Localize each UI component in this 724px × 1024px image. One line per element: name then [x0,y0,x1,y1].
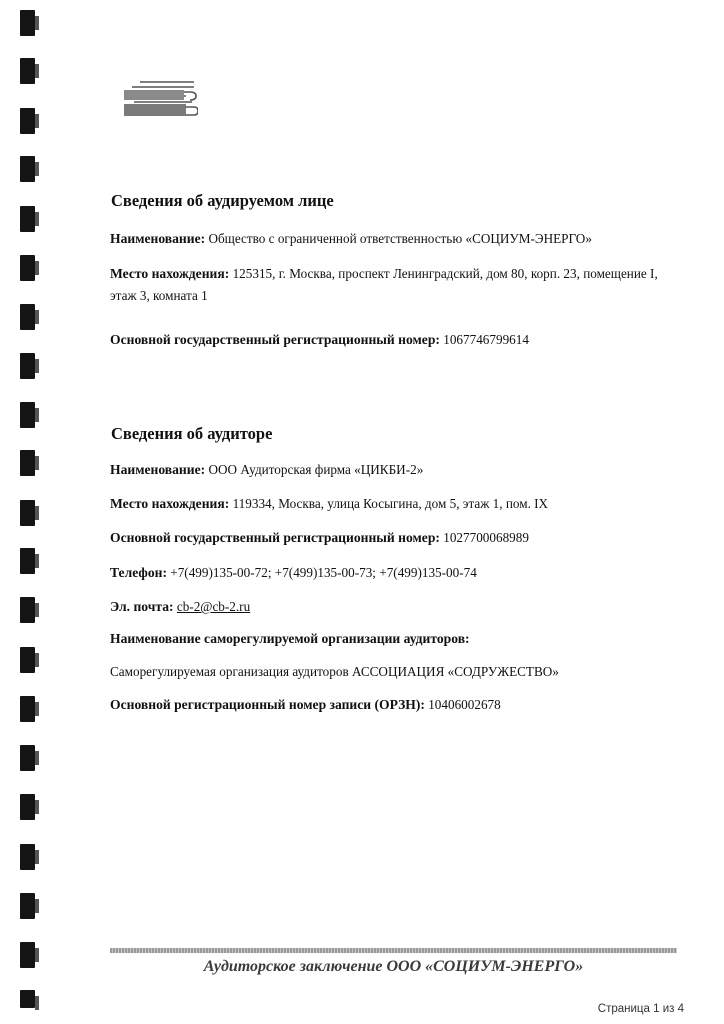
auditor-orzn-value: 10406002678 [428,697,501,712]
auditee-ogrn-row [110,332,529,348]
binding-holes [14,0,44,1024]
binding-hole [20,500,35,526]
auditor-heading: Сведения об аудиторе [111,424,273,443]
auditor-sro-value: Саморегулируемая организация аудиторов АССОЦИАЦИЯ «СОДРУЖЕСТВО» [110,664,559,679]
auditor-sro-label-row [110,631,470,647]
stacked-books-logo [124,78,198,120]
auditor-orzn-label: Основной регистрационный номер записи (ОРЗН): [110,697,425,712]
auditor-email-label: Эл. почта: [110,599,174,614]
auditor-phone-row [110,565,477,581]
auditor-email-row [110,599,250,615]
page-number: Страница 1 из 4 [597,1003,684,1015]
auditor-location-row [110,496,548,512]
binding-hole [20,58,35,84]
auditor-sro-label: Наименование саморегулируемой организации аудиторов: [110,631,470,646]
auditor-orzn-row [110,697,501,713]
binding-hole [20,597,35,623]
footer-title: Аудиторское заключение ООО «СОЦИУМ-ЭНЕРГО» [203,958,584,975]
auditee-ogrn-label: Основной государственный регистрационный номер: [110,332,440,347]
auditee-heading: Сведения об аудируемом лице [111,191,334,210]
binding-hole [20,304,35,330]
binding-hole [20,255,35,281]
binding-hole [20,745,35,771]
auditor-ogrn-row [110,530,529,546]
auditor-location-value: 119334, Москва, улица Косыгина, дом 5, этаж 1, пом. IX [232,496,549,511]
auditee-ogrn-value: 1067746799614 [443,332,529,347]
binding-hole [20,696,35,722]
auditor-location-label: Место нахождения: [110,496,230,511]
auditor-name-value: ООО Аудиторская фирма «ЦИКБИ-2» [208,462,424,477]
binding-hole [20,402,35,428]
binding-hole [20,353,35,379]
auditor-name-row [110,462,423,478]
auditor-ogrn-label: Основной государственный регистрационный номер: [110,530,440,545]
binding-hole [20,844,35,870]
auditee-location-row [110,263,685,307]
binding-hole [20,206,35,232]
auditor-ogrn-value: 1027700068989 [443,530,529,545]
auditor-name-label: Наименование: [110,462,206,477]
auditee-location-label: Место нахождения: [110,266,230,281]
auditee-location-value: 125315, г. Москва, проспект Ленинградский, дом 80, корп. 23, помещение I, этаж 3, комната 1 [110,266,658,303]
binding-hole [20,156,35,182]
auditor-phone-value: +7(499)135-00-72; +7(499)135-00-73; +7(499)135-00-74 [170,565,477,580]
binding-hole [20,450,35,476]
binding-hole [20,794,35,820]
auditee-name-value: Общество с ограниченной ответственностью «СОЦИУМ-ЭНЕРГО» [208,231,592,246]
auditor-email-link[interactable]: cb-2@cb-2.ru [176,599,251,614]
binding-hole [20,647,35,673]
footer-divider [110,948,677,953]
binding-hole [20,10,35,36]
binding-hole [20,990,35,1008]
binding-hole [20,893,35,919]
auditee-name-label: Наименование: [110,231,206,246]
auditor-phone-label: Телефон: [110,565,167,580]
binding-hole [20,108,35,134]
binding-hole [20,548,35,574]
auditee-name-row [110,231,592,247]
